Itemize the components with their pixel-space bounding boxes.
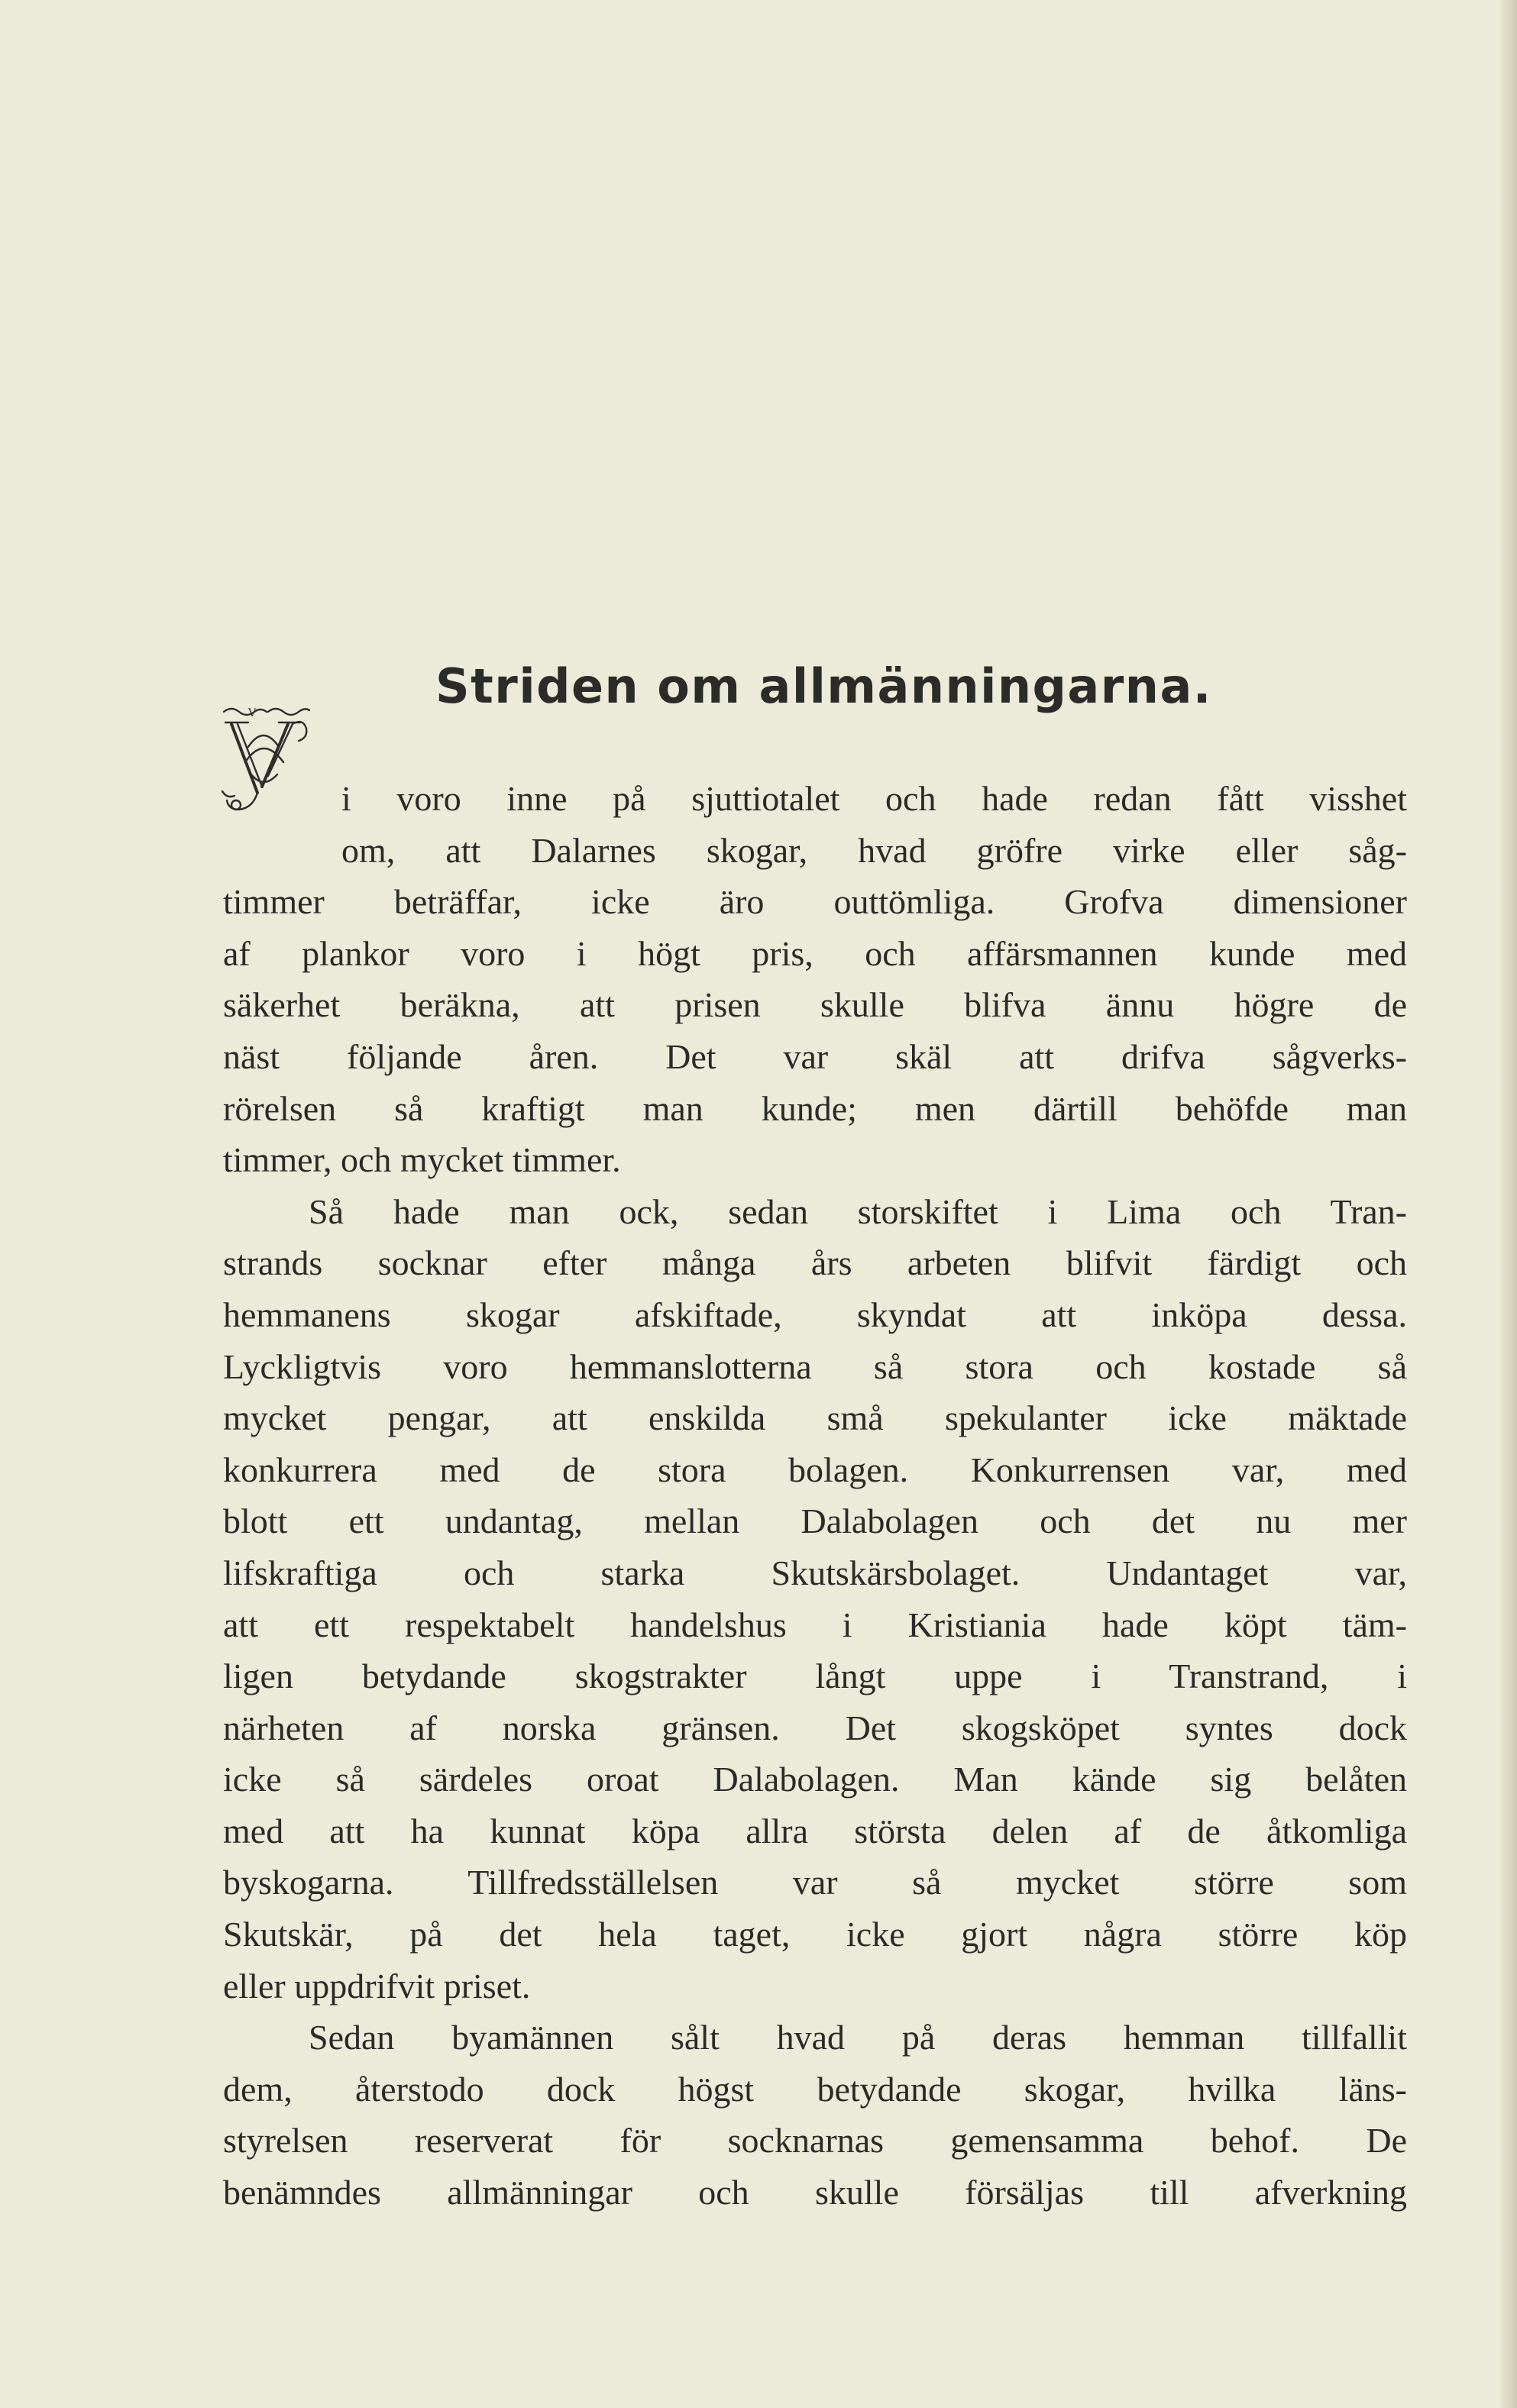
text-line: strands socknar efter många års arbeten blifvit färdigt och (223, 1243, 1407, 1283)
text-line: Så hade man ock, sedan storskiftet i Lima och Tran- (309, 1191, 1407, 1231)
text-line: af plankor voro i högt pris, och affärsmannen kunde med (223, 933, 1407, 973)
text-line: säkerhet beräkna, att prisen skulle blifva ännu högre de (223, 985, 1407, 1025)
text-line: Sedan byamännen sålt hvad på deras hemman tillfallit (309, 2018, 1407, 2057)
text-line: eller uppdrifvit priset. (223, 1966, 531, 2006)
text-line: dem, återstodo dock högst betydande skogar, hvilka läns- (223, 2069, 1407, 2109)
text-line: näst följande åren. Det var skäl att drifva sågverks- (223, 1036, 1407, 1076)
paragraph (223, 2012, 1407, 2218)
text-line: i voro inne på sjuttiotalet och hade redan fått visshet (341, 779, 1407, 818)
text-line: Lyckligtvis voro hemmanslotterna så stora och kostade så (223, 1346, 1407, 1386)
text-line: om, att Dalarnes skogar, hvad gröfre virke eller såg- (341, 830, 1407, 870)
text-line: Skutskär, på det hela taget, icke gjort några större köp (223, 1915, 1407, 1954)
text-line: ligen betydande skogstrakter långt uppe i Transtrand, i (223, 1657, 1407, 1696)
text-line: konkurrera med de stora bolagen. Konkurrensen var, med (223, 1450, 1407, 1489)
ornament-letter: V (248, 707, 257, 719)
text-line: byskogarna. Tillfredsställelsen var så mycket större som (223, 1863, 1407, 1902)
text-line: lifskraftiga och starka Skutskärsbolaget. Undantaget var, (223, 1553, 1407, 1592)
text-line: blott ett undantag, mellan Dalabolagen och det nu mer (223, 1501, 1407, 1541)
page-edge (1500, 0, 1517, 2408)
body-text (223, 773, 1407, 2219)
text-line: hemmanens skogar afskiftade, skyndat att inköpa dessa. (223, 1295, 1407, 1334)
text-line: styrelsen reserverat för socknarnas gemensamma behof. De (223, 2121, 1407, 2161)
paragraph (223, 1186, 1407, 2012)
text-line: timmer, och mycket timmer. (223, 1140, 621, 1180)
text-line: mycket pengar, att enskilda små spekulanter icke mäktade (223, 1398, 1407, 1438)
text-line: närheten af norska gränsen. Det skogsköpet syntes dock (223, 1708, 1407, 1747)
text-line: icke så särdeles oroat Dalabolagen. Man kände sig belåten (223, 1760, 1407, 1799)
chapter-title: Striden om allmänningarna. (435, 658, 1212, 714)
text-line: rörelsen så kraftigt man kunde; men därtill behöfde man (223, 1088, 1407, 1128)
paragraph (223, 773, 1407, 1186)
text-line: timmer beträffar, icke äro outtömliga. Grofva dimensioner (223, 882, 1407, 922)
text-line: med att ha kunnat köpa allra största delen af de åtkomliga (223, 1811, 1407, 1850)
text-line: att ett respektabelt handelshus i Kristiania hade köpt täm- (223, 1605, 1407, 1644)
text-line: benämndes allmänningar och skulle försäljas till afverkning (223, 2173, 1407, 2212)
